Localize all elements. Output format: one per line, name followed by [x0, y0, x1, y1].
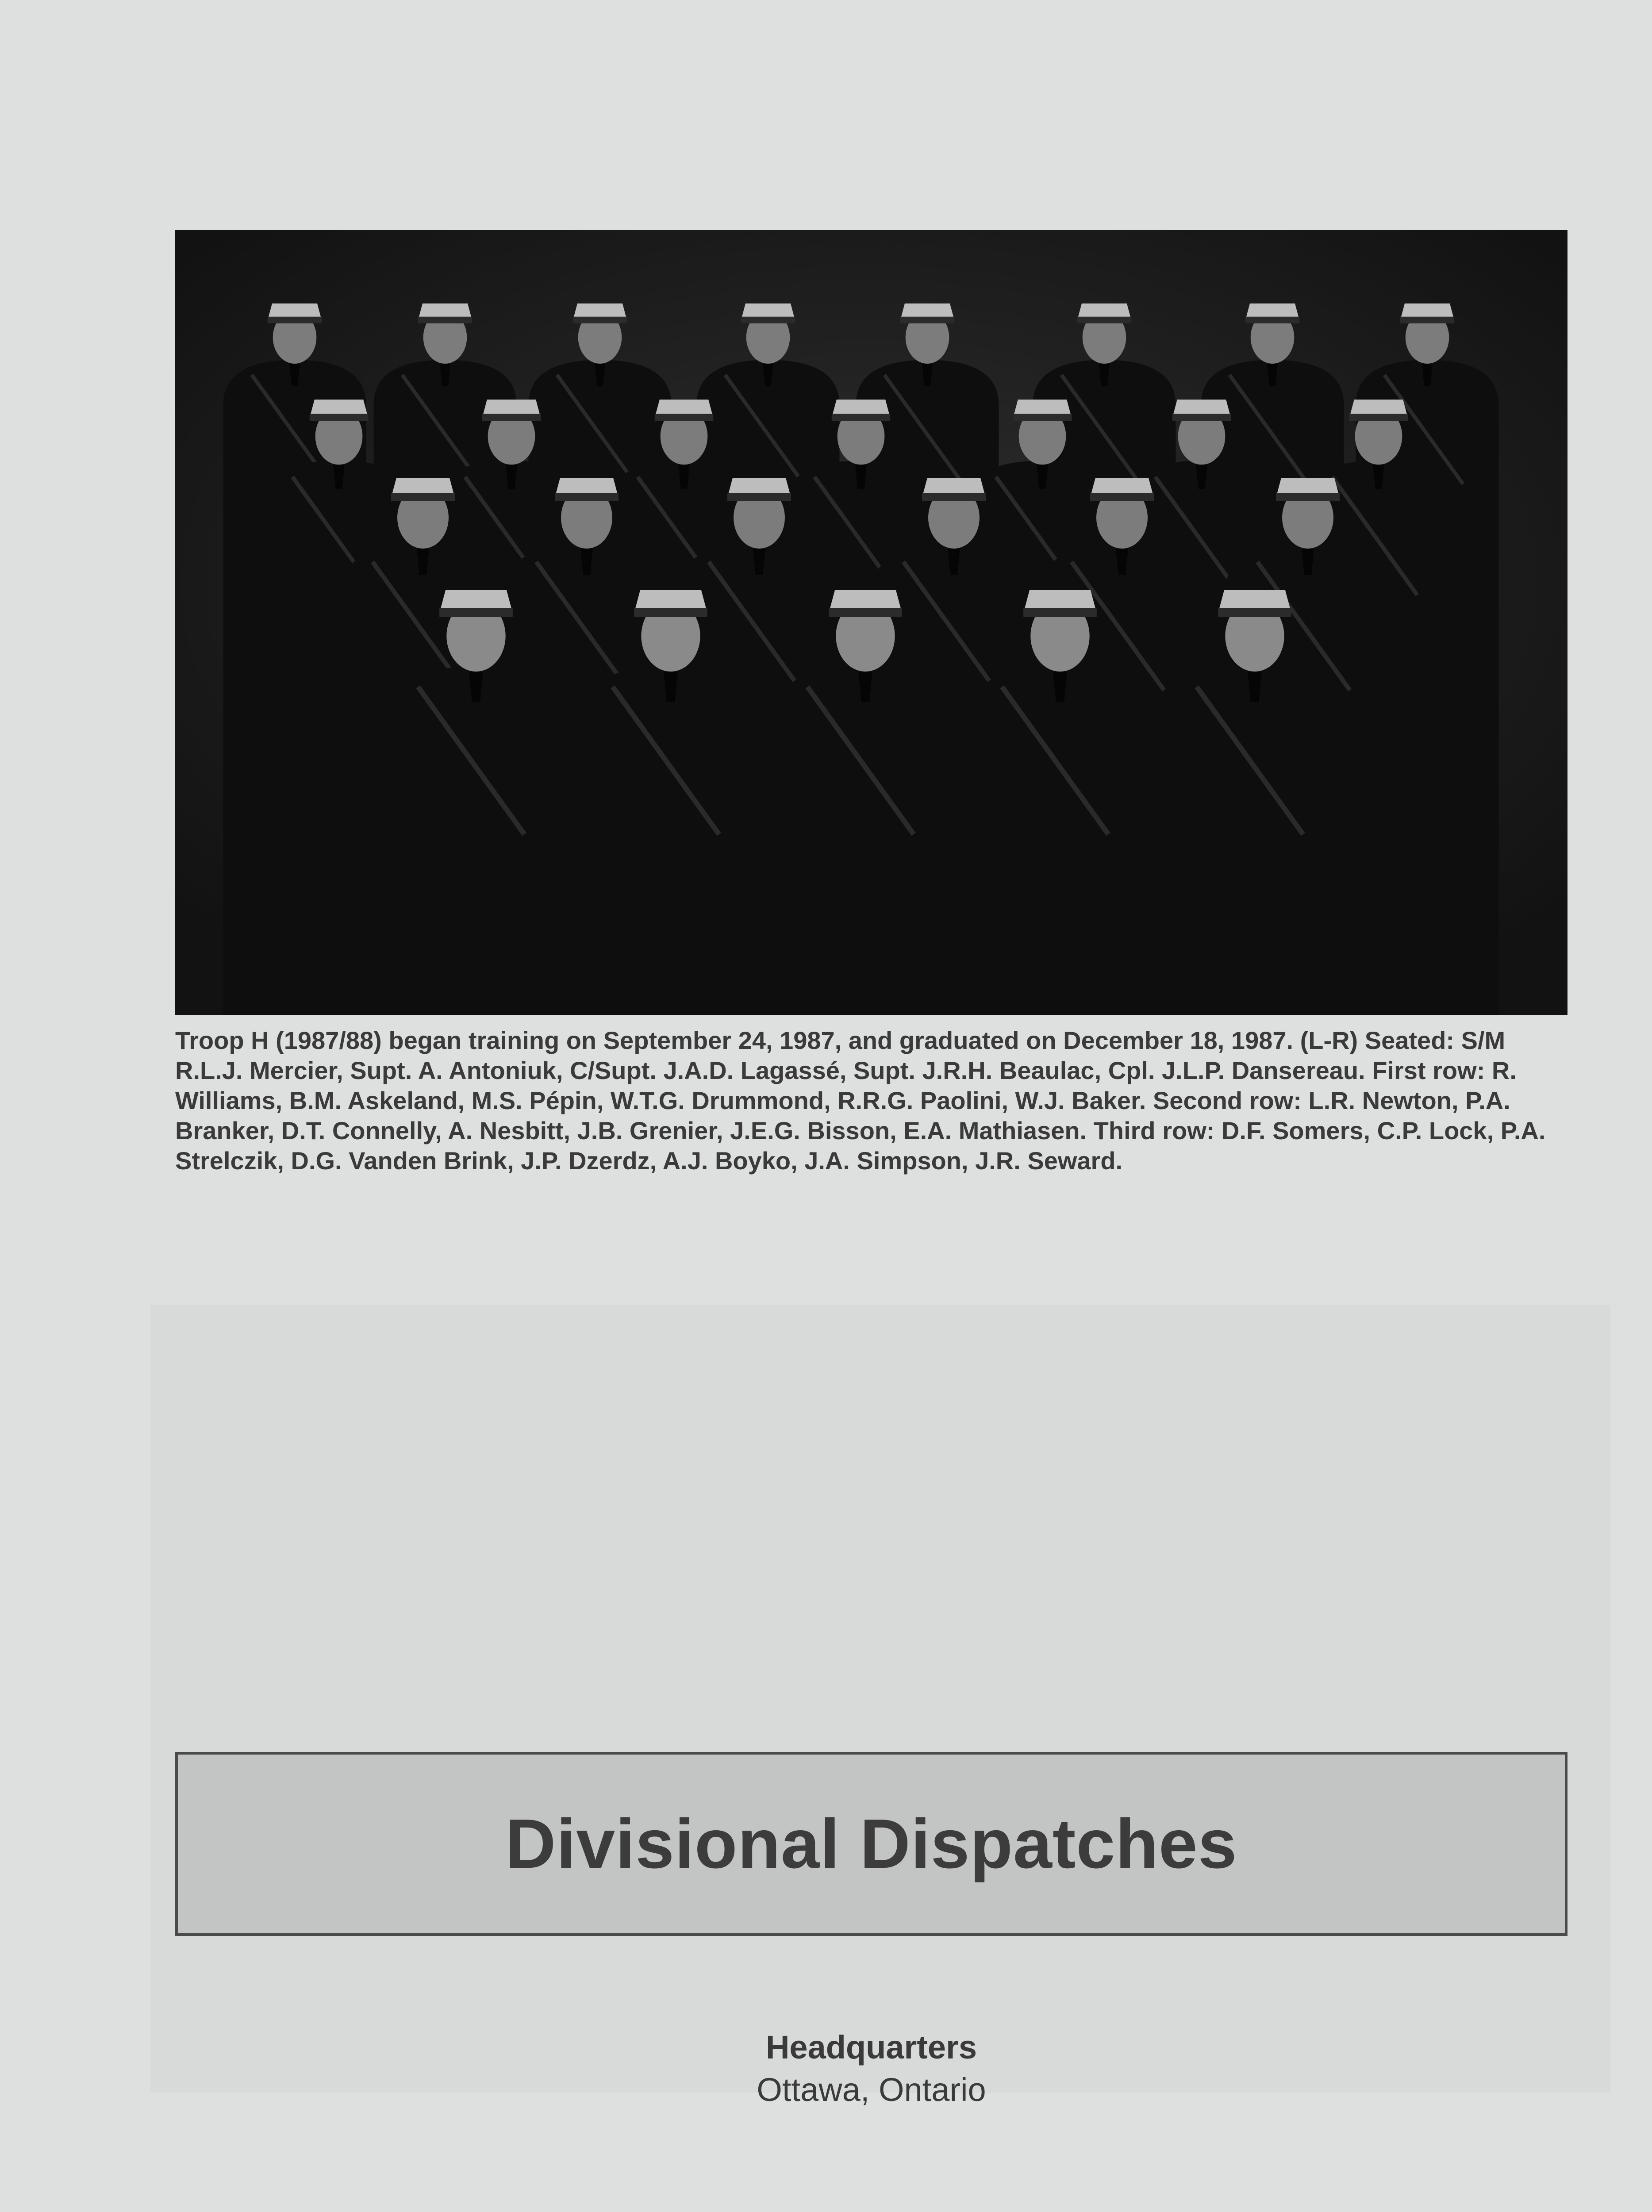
- group-portrait-photo: [175, 230, 1567, 1015]
- section-heading: Headquarters: [765, 2029, 977, 2066]
- photo-caption: Troop H (1987/88) began training on September 24, 1987, and graduated on December 18, 1987. (L-R) Seated: S/M R.L.J. Mercier, Supt. A. Antoniuk, C/Supt. J.A.D. Lagassé, Supt. J.R.H. Beaulac, Cpl. J.L.P. Dansereau. First row: R. Williams, B.M. Askeland, M.S. Pépin, W.T.G. Drummond, R.R.G. Paolini, W.J. Baker. Second row: L.R. Newton, P.A. Branker, D.T. Connelly, A. Nesbitt, J.B. Grenier, J.E.G. Bisson, E.A. Mathiasen. Third row: D.F. Somers, C.P. Lock, P.A. Strelczik, D.G. Vanden Brink, J.P. Dzerdz, A.J. Boyko, J.A. Simpson, J.R. Seward.: [175, 1026, 1546, 1175]
- background-bleed-through: [150, 1305, 1610, 2093]
- troop-group-photo: [175, 230, 1567, 1015]
- section-banner: [175, 1752, 1567, 1936]
- section-header: [175, 2026, 1567, 2111]
- banner-title: Divisional Dispatches: [505, 1805, 1237, 1883]
- section-location: Ottawa, Ontario: [757, 2071, 986, 2108]
